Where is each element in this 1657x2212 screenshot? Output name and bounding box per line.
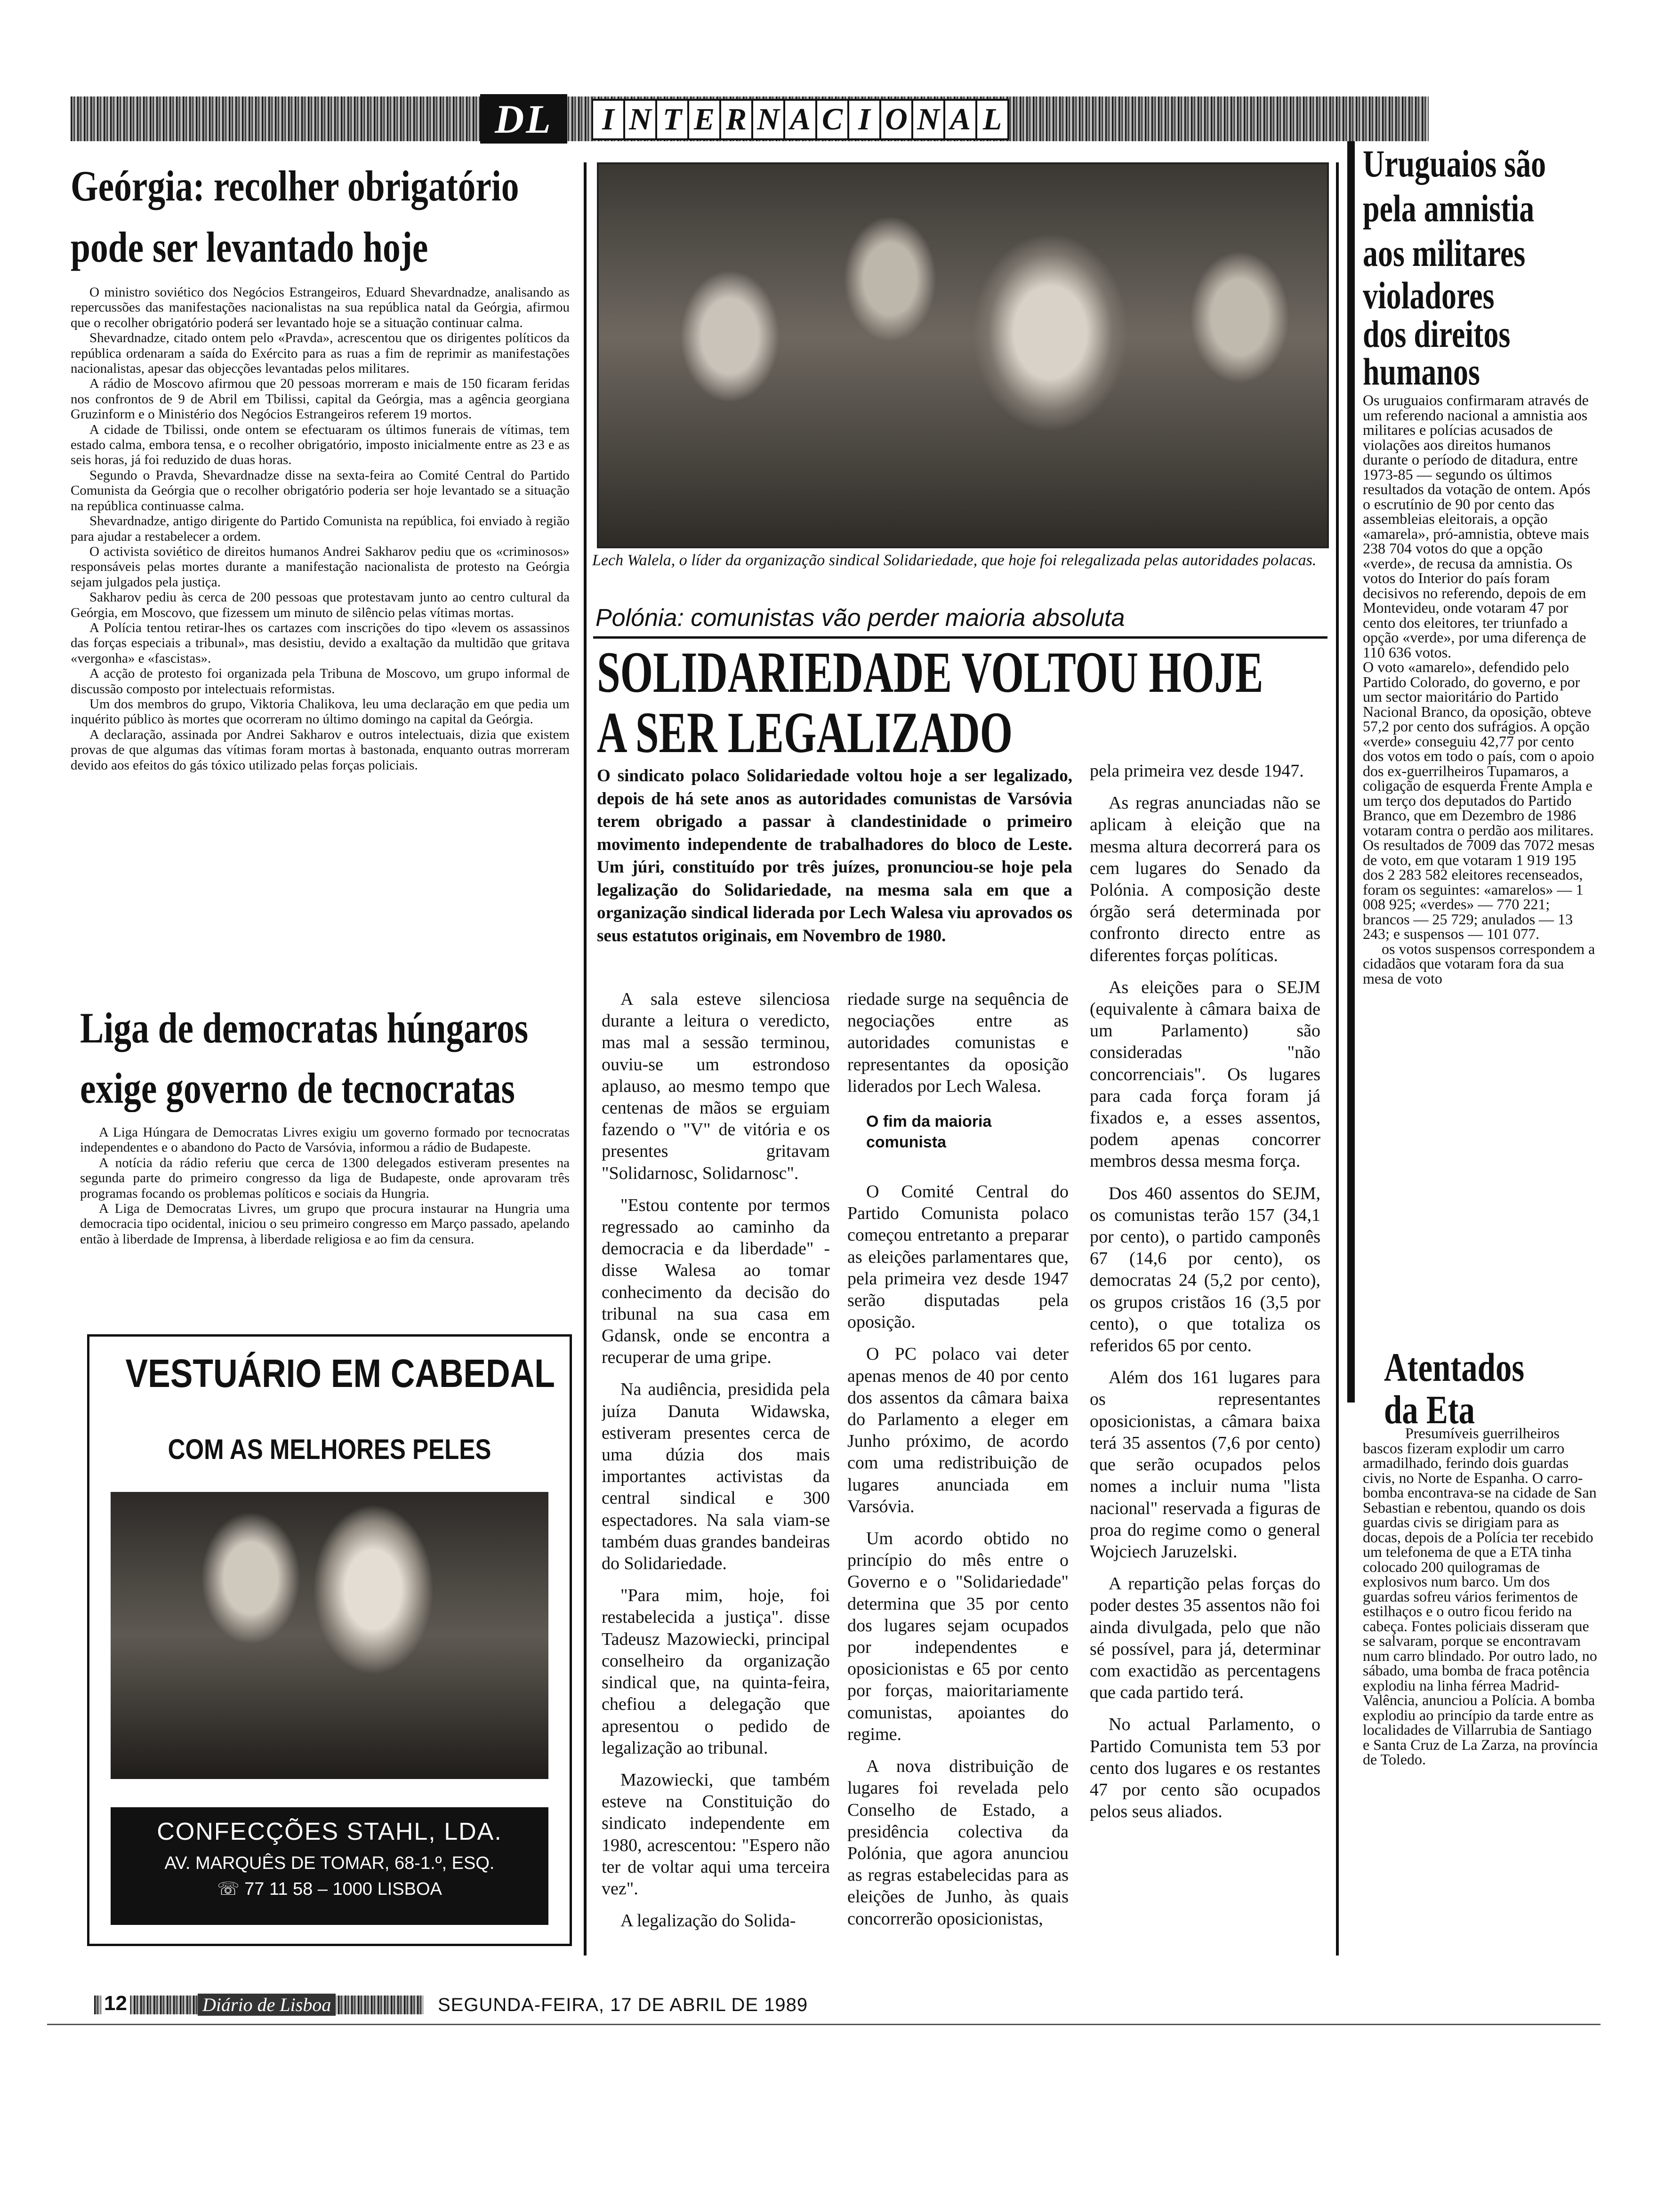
poland-headline (597, 642, 1350, 763)
uruguay-body (1363, 393, 1598, 1344)
georgia-paragraph: Shevardnadze, antigo dirigente do Partido Comunista na república, foi enviado à região para ajudar a restabelecer a ordem. (71, 513, 570, 544)
footer-page-number: 12 (101, 1992, 130, 2015)
hungary-headline-line2: exige governo de tecnocratas (80, 1064, 515, 1112)
hungary-headline-line1: Liga de democratas húngaros (80, 1004, 529, 1052)
poland-paragraph: "Para mim, hoje, foi restabelecida a justiça". disse Tadeusz Mazowiecki, principal conselheiro da organização sindical que, na quinta-feira, chefiou a delegação que apresentou o pedido de legalização ao tribunal. (602, 1586, 830, 1758)
uruguay-headline-line: Uruguaios são (1363, 142, 1546, 185)
poland-paragraph: Na audiência, presidida pela juíza Danuta Widawska, estiveram presentes cerca de uma dúzia dos mais importantes activistas da central sindical e 300 espectadores. Na sala viam-se também duas grandes bandeiras do Solidariedade. (602, 1379, 830, 1574)
ad-headline: VESTUÁRIO EM CABEDAL (125, 1351, 555, 1395)
georgia-headline (71, 155, 519, 278)
logo-text: DL (495, 96, 553, 142)
georgia-paragraph: A declaração, assinada por Andrei Sakharov e outros intelectuais, dizia que existem provas de que algumas das vítimas foram mortas à bastonada, enquanto outras morreram devido aos efeitos do gás tóxico utilizado pelas forças policiais. (71, 727, 570, 773)
georgia-paragraph: Segundo o Pravda, Shevardnadze disse na sexta-feira ao Comité Central do Partido Comunista da Geórgia que o recolher obrigatório poderia ser hoje levantado se a situação na república continuasse calma. (71, 467, 570, 513)
uruguay-headline-line: dos direitos (1363, 313, 1511, 355)
poland-kicker: Polónia: comunistas vão perder maioria absoluta (595, 604, 1125, 632)
poland-column-3 (1090, 760, 1320, 1953)
hungary-paragraph: A Liga de Democratas Livres, um grupo que procura instaurar na Hungria uma democracia tipo ocidental, iniciou o seu primeiro congresso em Março passado, apelando então à liberdade de Imprensa, à liberdade religiosa e ao fim da censura. (80, 1201, 570, 1247)
section-title-letter: N (624, 99, 657, 140)
georgia-paragraph: O activista soviético de direitos humanos Andrei Sakharov pediu que os «criminosos» responsáveis pelas mortes durante a manifestação nacionalista de protesto na Geórgia sejam julgados pela justiça. (71, 544, 570, 590)
ad-banner (111, 1807, 548, 1925)
section-title-letter: O (880, 99, 913, 140)
section-title-letter: I (592, 99, 625, 140)
column-rule-left (584, 162, 587, 1956)
poland-subhead: O fim da maioria comunista (866, 1113, 992, 1152)
hungary-body (80, 1125, 570, 1318)
section-title-letter: L (976, 99, 1009, 140)
georgia-paragraph: Um dos membros do grupo, Viktoria Chalikova, leu uma declaração em que pedia um inquérito público às mortes que ocorreram no último domingo na capital da Geórgia. (71, 696, 570, 727)
poland-paragraph: A legalização do Solida- (620, 1911, 796, 1931)
poland-headline-line1: SOLIDARIEDADE VOLTOU HOJE (597, 640, 1263, 705)
uruguay-paragraph: O voto «amarelo», defendido pelo Partido Colorado, do governo, e por um sector maioritário do Partido Nacional Branco, da oposição, obteve 57,2 por cento dos sufrágios. A opção «verde» conseguiu 42,77 por cento dos votos em todo o país, com o apoio dos ex-guerrilheiros Tupamaros, a coligação de esquerda Frente Ampla e um terço dos deputados do Partido Branco, que em Dezembro de 1986 votaram contra o perdão aos militares. Os resultados de 7009 das 7072 mesas de voto, em que votaram 1 919 195 dos 2 283 582 eleitores recenseados, foram os seguintes: «amarelos» — 1 008 925; «verdes» — 770 221; brancos — 25 729; anulados — 13 243; e suspensos — 101 077. (1363, 658, 1595, 942)
poland-paragraph: A sala esteve silenciosa durante a leitura o veredicto, mas mal a sessão terminou, ouviu-se um estrondoso aplauso, ao mesmo tempo que centenas de mãos se erguiam fazendo o "V" de vitória e os presentes gritavam "Solidarnosc, Solidarnosc". (602, 989, 830, 1183)
eta-paragraph: Presumíveis guerrilheiros bascos fizeram explodir um carro armadilhado, ferindo dois guardas civis, no Norte de Espanha. O carro-bomba encontrava-se na cidade de San Sebastian e rebentou, quando os dois guardas civis se dirigiam para as docas, depois de a Polícia ter recebido um telefonema de que a ETA tinha colocado 200 quilogramas de explosivos num barco. Um dos guardas sofreu vários ferimentos de estilhaços e o outro ficou ferido na cabeça. Fontes policiais disseram que se salvaram, porque se encontravam num carro blindado. Por outro lado, no sábado, uma bomba de fraca potência explodiu na linha férrea Madrid-Valência, anunciou a Polícia. A bomba explodiu ao princípio da tarde entre as localidades de Villarrubia de Santiago e Santa Cruz de La Zarza, na província de Toledo. (1363, 1426, 1598, 1768)
footer-date: SEGUNDA-FEIRA, 17 DE ABRIL DE 1989 (438, 1995, 808, 2015)
column-rule-right (1336, 162, 1339, 1956)
ad-phone: ☏ 77 11 58 – 1000 LISBOA (217, 1879, 442, 1899)
ad-subheadline: COM AS MELHORES PELES (168, 1434, 491, 1465)
right-bar (1347, 141, 1355, 1403)
georgia-headline-line1: Geórgia: recolher obrigatório (71, 162, 519, 210)
poland-paragraph: A repartição pelas forças do poder destes 35 assentos não foi ainda divulgada, pelo que não sé possível, para já, determinar com exactidão as percentagens que cada partido terá. (1090, 1574, 1320, 1703)
eta-headline-line1: Atentados (1384, 1345, 1525, 1390)
section-title-letter: R (720, 99, 753, 140)
georgia-paragraph: A rádio de Moscovo afirmou que 20 pessoas morreram e mais de 150 ficaram feridas nos confrontos de 9 de Abril em Tbilissi, capital da Geórgia, mas a agência georgiana Gruzinform e o Ministério dos Negócios Estrangeiros referem 19 mortos. (71, 376, 570, 422)
georgia-paragraph: A Polícia tentou retirar-lhes os cartazes com inscrições do tipo «levem os assassinos das forças especiais a tribunal», mas desistiu, devido a exaltação da multidão que gritava «vergonha» e «fascistas». (71, 620, 570, 666)
ad-company: CONFECÇÕES STAHL, LDA. (157, 1818, 502, 1845)
georgia-paragraph: O ministro soviético dos Negócios Estrangeiros, Eduard Shevardnadze, analisando as repercussões das manifestações nacionalistas na sua república natal da Geórgia, afirmou que o recolher obrigatório poderá ser levantado hoje se a situação continuar calma. (71, 285, 570, 330)
poland-paragraph: "Estou contente por termos regressado ao caminho da democracia e da liberdade" - disse Walesa ao tomar conhecimento da decisão do tribunal na sua casa em Gdansk, onde se encontra a recuperar de uma gripe. (602, 1195, 830, 1368)
hungary-headline (80, 998, 529, 1118)
ad-photo (111, 1492, 548, 1779)
poland-lead: O sindicato polaco Solidariedade voltou hoje a ser legalizado, depois de há sete anos as autoridades comunistas de Varsóvia terem obrigado a passar à clandestinidade o primeiro movimento independente de trabalhadores do bloco de Leste. Um júri, constituído por três juízes, pronunciou-se hoje pela legalização do Solidariedade, na mesma sala em que a organização sindical liderada por Lech Walesa viu aprovados os seus estatutos originais, em Novembro de 1980. (597, 766, 1072, 946)
eta-headline-line2: da Eta (1384, 1387, 1475, 1432)
photo-caption: Lech Walela, o líder da organização sindical Solidariedade, que hoje foi relegalizada pelas autoridades polacas. (592, 552, 1317, 569)
hungary-paragraph: A notícia da rádio referiu que cerca de 1300 delegados estiveram presentes na segunda parte do primeiro congresso da liga de Budapeste, onde aprovaram três programas focando os problemas políticos e sociais da Hungria. (80, 1155, 570, 1201)
advertisement (87, 1334, 572, 1946)
uruguay-headline-line: pela amnistia (1363, 187, 1535, 230)
poland-paragraph: pela primeira vez desde 1947. (1090, 761, 1304, 781)
section-title-letter: I (848, 99, 881, 140)
uruguay-paragraph: Os uruguaios confirmaram através de um referendo nacional a amnistia aos militares e polícias acusados de violações aos direitos humanos durante o período de ditadura, entre 1973-85 — segundo os últimos resultados da votação de ontem. Após o escrutínio de 90 por cento das assembleias eleitorais, a opção «amarela», pró-amnistia, obteve mais 238 704 votos do que a opção «verde», de recusa da amnistia. Os votos do Interior do país foram decisivos no referendo, depois de em Montevideu, onde votaram 47 por cento dos eleitores, ter triunfado a opção «verde», por uma diferença de 110 636 votos. (1363, 393, 1591, 661)
poland-paragraph: Além dos 161 lugares para os representantes oposicionistas, a câmara baixa terá 35 assentos (7,6 por cento) que serão ocupados pelos nomes a incluir numa "lista nacional" reservada a figuras de proa do regime como o general Wojciech Jaruzelski. (1090, 1368, 1320, 1562)
uruguay-headline-line: aos militares (1363, 232, 1526, 274)
poland-column-1 (602, 988, 830, 1953)
poland-paragraph: A nova distribuição de lugares foi revelada pelo Conselho de Estado, a presidência colectiva da Polónia, que agora anunciou as regras estabelecidas para as eleições de Junho, às quais concorrerão oposicionistas, (847, 1756, 1069, 1929)
hungary-paragraph: A Liga Húngara de Democratas Livres exigiu um governo formado por tecnocratas independentes e o abandono do Pacto de Varsóvia, informou a rádio de Budapeste. (80, 1125, 570, 1155)
footer-paper-name: Diário de Lisboa (198, 1994, 336, 2016)
section-title-letter: N (912, 99, 945, 140)
uruguay-headline-line: humanos (1363, 350, 1480, 393)
poland-paragraph: No actual Parlamento, o Partido Comunista tem 53 por cento dos lugares e os restantes 47 por cento são ocupados pelos seus aliados. (1090, 1715, 1320, 1822)
poland-paragraph: O Comité Central do Partido Comunista polaco começou entretanto a preparar as eleições parlamentares que, pela primeira vez desde 1947 serão disputadas pela oposição. (847, 1182, 1069, 1332)
section-title-letter: E (688, 99, 721, 140)
georgia-paragraph: A cidade de Tbilissi, onde ontem se efectuaram os últimos funerais de vítimas, tem estado calma, embora tensa, e o recolher obrigatório, imposto inicialmente entre as 23 e as seis horas, já foi reduzido de duas horas. (71, 422, 570, 468)
section-title (593, 99, 1009, 140)
poland-paragraph: As eleições para o SEJM (equivalente à câmara baixa de um Parlamento) são consideradas "não concorrenciais". Os lugares para cada força foram já fixados e, a esses assentos, podem apenas concorrer membros dessa mesma força. (1090, 977, 1320, 1171)
poland-paragraph: As regras anunciadas não se aplicam à eleição que na mesma altura decorrerá para os cem lugares do Senado da Polónia. A composição deste órgão será determinada por confronto directo entre as diferentes forças políticas. (1090, 793, 1320, 965)
georgia-article (71, 155, 570, 278)
footer-rule (47, 2024, 1601, 2025)
hungary-article (80, 998, 579, 1118)
poland-column-2 (847, 988, 1069, 1953)
uruguay-headline (1363, 141, 1626, 391)
section-title-letter: A (784, 99, 817, 140)
masthead-logo (480, 94, 567, 144)
eta-headline (1384, 1346, 1610, 1431)
georgia-paragraph: Shevardnadze, citado ontem pelo «Pravda», acrescentou que os dirigentes políticos da república ordenaram a saída do Exército para as ruas a fim de reprimir as manifestações nacionalistas, apesar das objecções levantadas pelos militares. (71, 330, 570, 377)
uruguay-paragraph: os votos suspensos correspondem a cidadãos que votaram fora da sua mesa de voto (1363, 940, 1595, 987)
georgia-headline-line2: pode ser levantado hoje (71, 223, 428, 271)
poland-paragraph: Um acordo obtido no princípio do mês entre o Governo e o "Solidariedade" determina que 35 por cento dos lugares sejam ocupados por independentes e oposicionistas e 65 por cento por forças, maioritariamente comunistas, apoiantes do regime. (847, 1529, 1069, 1744)
ad-address: AV. MARQUÊS DE TOMAR, 68-1.º, ESQ. (164, 1853, 495, 1873)
section-title-letter: C (816, 99, 849, 140)
poland-paragraph: riedade surge na sequência de negociações entre as autoridades comunistas e representantes da oposição liderados por Lech Walesa. (847, 989, 1069, 1096)
georgia-paragraph: A acção de protesto foi organizada pela Tribuna de Moscovo, um grupo informal de discussão composto por intelectuais reformistas. (71, 666, 570, 697)
georgia-paragraph: Sakharov pediu às cerca de 200 pessoas que protestavam junto ao centro cultural da Geórgia, em Moscovo, que fizessem um minuto de silêncio pelas vítimas mortas. (71, 590, 570, 620)
poland-headline-line2: A SER LEGALIZADO (597, 700, 1013, 765)
poland-paragraph: O PC polaco vai deter apenas menos de 40 por cento dos assentos da câmara baixa do Parlamento a eleger em Junho próximo, de acordo com uma redistribuição de lugares anunciada em Varsóvia. (847, 1344, 1069, 1516)
kicker-rule (593, 636, 1327, 639)
georgia-body (71, 285, 570, 988)
uruguay-headline-line: violadores (1363, 274, 1495, 317)
eta-body (1363, 1426, 1598, 1977)
poland-paragraph: Dos 460 assentos do SEJM, os comunistas terão 157 (34,1 por cento), o partido camponês 67 (14,6 por cento), os democratas 24 (5,2 por cento), os grupos cristãos 16 (3,5 por cento), o que totaliza os referidos 65 por cento. (1090, 1183, 1320, 1356)
section-title-letter: T (656, 99, 689, 140)
walesa-photo (597, 162, 1329, 548)
section-title-letter: A (944, 99, 977, 140)
section-title-letter: N (752, 99, 785, 140)
poland-paragraph: Mazowiecki, que também esteve na Constituição do sindicato independente em 1980, acrescentou: "Espero não ter de voltar aqui uma terceira vez". (602, 1770, 830, 1899)
